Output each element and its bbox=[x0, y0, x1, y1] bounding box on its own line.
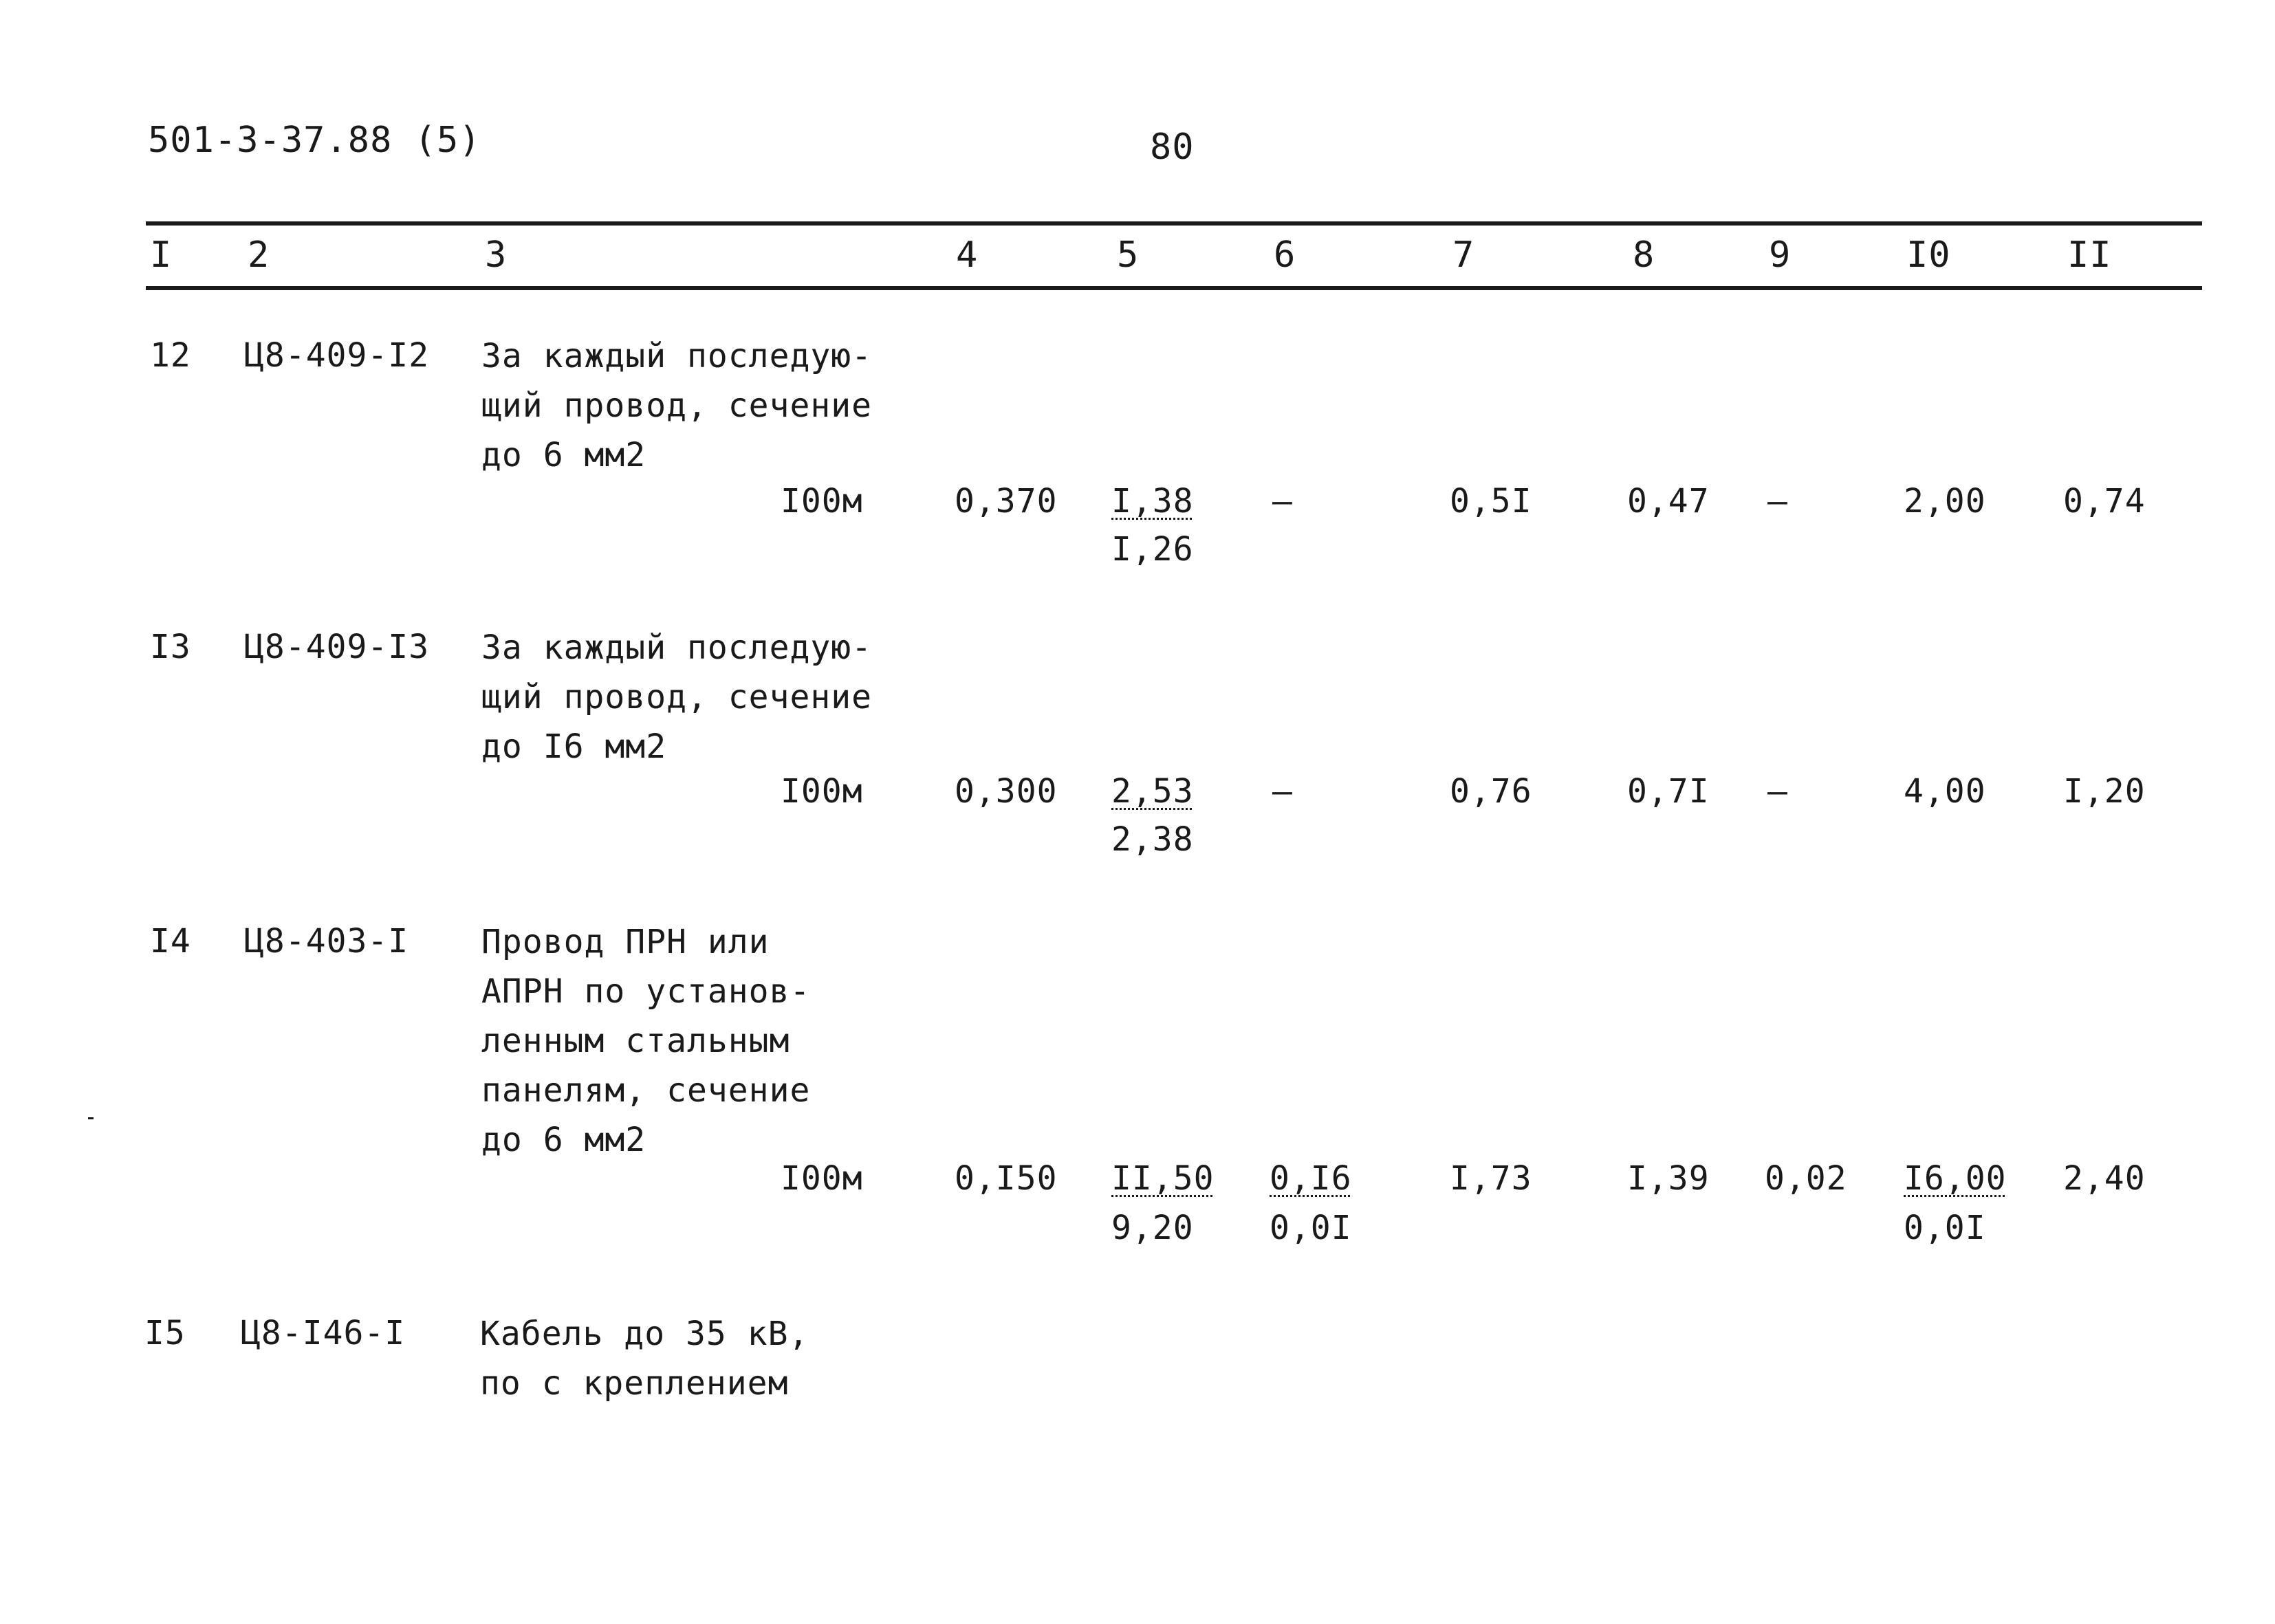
value-col10-bottom: 0,0I bbox=[1904, 1209, 1986, 1247]
column-header-3: 3 bbox=[485, 234, 508, 276]
column-header-11: II bbox=[2067, 234, 2112, 276]
value-col5-top: I,38 bbox=[1111, 482, 1194, 520]
column-header-7: 7 bbox=[1452, 234, 1475, 276]
row-number: I4 bbox=[150, 922, 191, 961]
value-col10-top: I6,00 bbox=[1904, 1159, 2007, 1198]
work-description: Кабель до 35 кВ, по с креплением bbox=[480, 1315, 809, 1403]
value-col8: 0,47 bbox=[1627, 482, 1710, 520]
value-col7: 0,76 bbox=[1450, 772, 1532, 811]
column-header-2: 2 bbox=[248, 234, 270, 276]
value-col7: 0,5I bbox=[1450, 482, 1532, 520]
value-col10: 2,00 bbox=[1904, 482, 1986, 520]
value-col5-bottom: I,26 bbox=[1111, 530, 1194, 569]
value-col6-bottom: 0,0I bbox=[1270, 1209, 1352, 1247]
unit-of-measure: I00м bbox=[781, 482, 863, 520]
work-description: За каждый последую- щий провод, сечение до 6 мм2 bbox=[481, 337, 873, 474]
work-description: Провод ПРН или АПРН по установ- ленным стальным панелям, сечение до 6 мм2 bbox=[481, 923, 811, 1159]
column-header-1: I bbox=[150, 234, 173, 276]
quantity: 0,I50 bbox=[955, 1159, 1058, 1198]
column-header-5: 5 bbox=[1117, 234, 1140, 276]
header-bottom-rule bbox=[146, 286, 2202, 290]
value-col11: 0,74 bbox=[2063, 482, 2146, 520]
work-description: За каждый последую- щий провод, сечение до I6 мм2 bbox=[481, 628, 873, 766]
price-code: Ц8-409-I3 bbox=[244, 628, 430, 666]
price-code: Ц8-I46-I bbox=[241, 1314, 406, 1352]
row-number: 12 bbox=[150, 336, 191, 375]
price-code: Ц8-403-I bbox=[244, 922, 409, 961]
margin-mark bbox=[88, 1117, 94, 1119]
value-col7: I,73 bbox=[1450, 1159, 1532, 1198]
quantity: 0,370 bbox=[955, 482, 1058, 520]
value-col6-top: 0,I6 bbox=[1270, 1159, 1352, 1198]
value-col11: I,20 bbox=[2063, 772, 2146, 811]
value-col11: 2,40 bbox=[2063, 1159, 2146, 1198]
value-col8: 0,7I bbox=[1627, 772, 1710, 811]
column-header-9: 9 bbox=[1769, 234, 1792, 276]
value-col8: I,39 bbox=[1627, 1159, 1710, 1198]
unit-of-measure: I00м bbox=[781, 772, 863, 811]
row-number: I5 bbox=[144, 1314, 186, 1352]
price-code: Ц8-409-I2 bbox=[244, 336, 430, 375]
quantity: 0,300 bbox=[955, 772, 1058, 811]
document-code: 501-3-37.88 (5) bbox=[148, 120, 481, 161]
value-col5-top: II,50 bbox=[1111, 1159, 1215, 1198]
value-col10: 4,00 bbox=[1904, 772, 1986, 811]
column-header-8: 8 bbox=[1633, 234, 1655, 276]
value-col9: 0,02 bbox=[1765, 1159, 1847, 1198]
value-col9: – bbox=[1767, 482, 1788, 520]
value-col5-bottom: 9,20 bbox=[1111, 1209, 1194, 1247]
unit-of-measure: I00м bbox=[781, 1159, 863, 1198]
column-header-10: I0 bbox=[1906, 234, 1951, 276]
column-header-6: 6 bbox=[1274, 234, 1296, 276]
value-col5-bottom: 2,38 bbox=[1111, 820, 1194, 859]
page-number: 80 bbox=[1150, 127, 1195, 168]
value-col6: – bbox=[1272, 482, 1293, 520]
value-col9: – bbox=[1767, 772, 1788, 811]
column-header-4: 4 bbox=[956, 234, 979, 276]
value-col5-top: 2,53 bbox=[1111, 772, 1194, 811]
row-number: I3 bbox=[150, 628, 191, 666]
header-top-rule bbox=[146, 221, 2202, 226]
value-col6: – bbox=[1272, 772, 1293, 811]
